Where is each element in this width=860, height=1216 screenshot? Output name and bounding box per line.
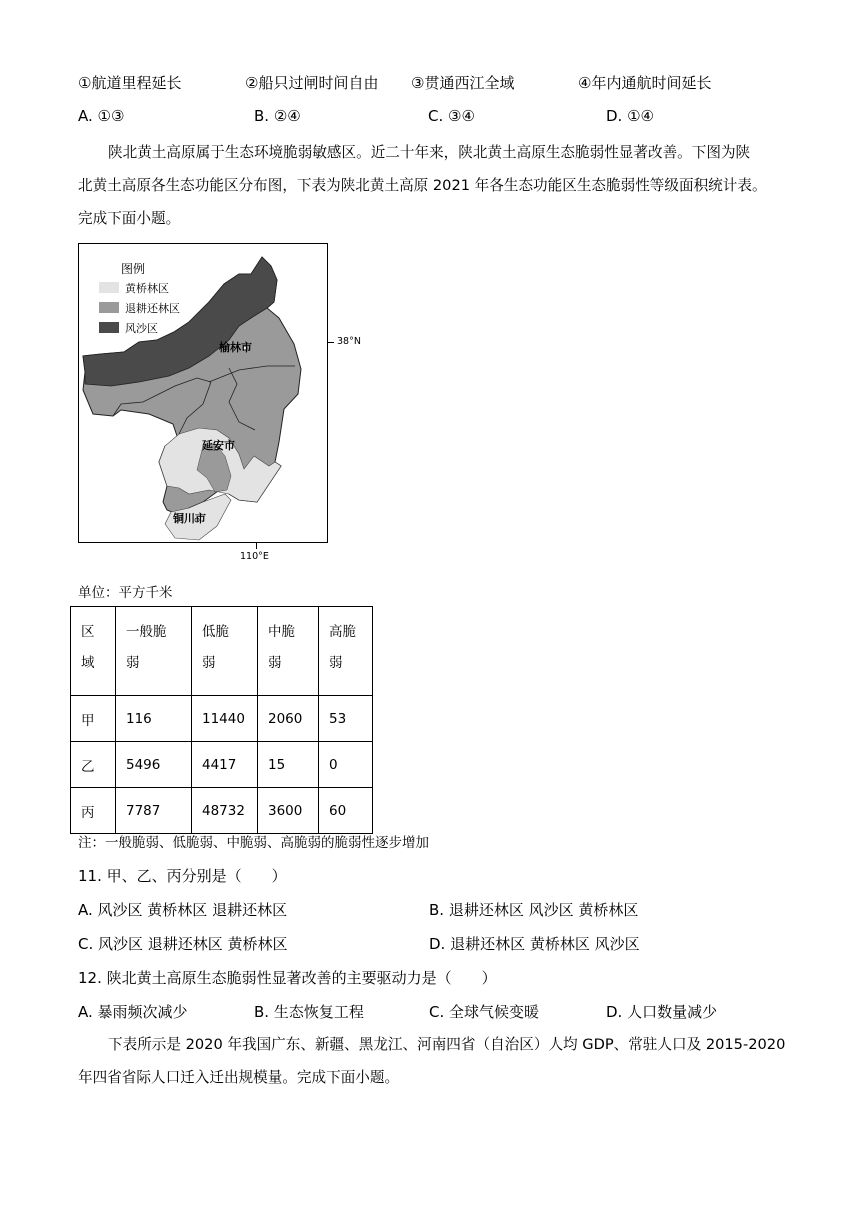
table-header-cell: 低脆 弱	[192, 607, 258, 696]
table-cell: 0	[319, 742, 373, 788]
table-row	[71, 696, 373, 742]
intro-paragraph	[78, 136, 778, 235]
table-cell: 11440	[192, 696, 258, 742]
q11-option-a: A. 风沙区 黄桥林区 退耕还林区	[78, 901, 288, 919]
legend-item-sandstorm: 风沙区	[99, 320, 158, 336]
prev-option-4: ④年内通航时间延长	[578, 74, 712, 92]
intro-line: 陕北黄土高原属于生态环境脆弱敏感区。近二十年来，陕北黄土高原生态脆弱性显著改善。下图为陕	[108, 144, 751, 161]
table-row	[71, 742, 373, 788]
q12-option-a: A. 暴雨频次减少	[78, 1003, 188, 1021]
table-cell: 3600	[258, 788, 319, 834]
table-cell: 15	[258, 742, 319, 788]
table-cell-region: 甲	[71, 696, 116, 742]
table-cell: 5496	[116, 742, 192, 788]
lat-label: 38°N	[337, 336, 361, 347]
table-cell: 4417	[192, 742, 258, 788]
q12-option-d: D. 人口数量减少	[606, 1003, 718, 1021]
table-note: 注：一般脆弱、低脆弱、中脆弱、高脆弱的脆弱性逐步增加	[78, 835, 429, 851]
table-cell: 48732	[192, 788, 258, 834]
q12-option-c: C. 全球气候变暖	[429, 1003, 540, 1021]
lon-tick	[256, 543, 257, 549]
fragility-area-table	[70, 606, 373, 834]
legend-swatch-reforestation	[99, 302, 119, 313]
table-header-row	[71, 607, 373, 696]
prev-question-answers	[78, 107, 798, 131]
legend-item-forest: 黄桥林区	[99, 280, 169, 296]
q11-stem: 11. 甲、乙、丙分别是（ ）	[78, 867, 287, 885]
table-header-cell: 一般脆 弱	[116, 607, 192, 696]
outro-line: 年四省省际人口迁入迁出规模量。完成下面小题。	[78, 1069, 400, 1086]
outro-paragraph	[78, 1028, 786, 1094]
table-cell: 116	[116, 696, 192, 742]
prev-answer-b: B. ②④	[254, 107, 301, 125]
prev-option-3: ③贯通西江全域	[411, 74, 515, 92]
prev-answer-a: A. ①③	[78, 107, 125, 125]
city-label-yulin: 榆林市	[219, 341, 252, 354]
table-header-cell: 区 域	[71, 607, 116, 696]
table-cell: 2060	[258, 696, 319, 742]
legend-swatch-forest	[99, 282, 119, 293]
prev-question-options	[78, 72, 798, 96]
lat-tick	[328, 342, 334, 343]
legend-item-reforestation: 退耕还林区	[99, 300, 180, 316]
prev-option-1: ①航道里程延长	[78, 74, 182, 92]
eco-zone-map	[78, 243, 328, 543]
prev-answer-c: C. ③④	[428, 107, 475, 125]
table-cell: 60	[319, 788, 373, 834]
table-cell: 7787	[116, 788, 192, 834]
table-cell: 53	[319, 696, 373, 742]
table-cell-region: 乙	[71, 742, 116, 788]
q11-option-b: B. 退耕还林区 风沙区 黄桥林区	[429, 901, 639, 919]
q12-option-b: B. 生态恢复工程	[254, 1003, 364, 1021]
outro-line: 下表所示是 2020 年我国广东、新疆、黑龙江、河南四省（自治区）人均 GDP、常驻人口及 2015-2020	[108, 1036, 786, 1053]
table-cell-region: 丙	[71, 788, 116, 834]
prev-answer-d: D. ①④	[606, 107, 654, 125]
table-header-cell: 高脆 弱	[319, 607, 373, 696]
legend-swatch-sandstorm	[99, 322, 119, 333]
city-label-yanan: 延安市	[202, 439, 235, 452]
prev-option-2: ②船只过闸时间自由	[245, 74, 379, 92]
q12-stem: 12. 陕北黄土高原生态脆弱性显著改善的主要驱动力是（ ）	[78, 969, 497, 987]
city-label-tongchuan: 铜川市	[173, 512, 206, 525]
q11-option-d: D. 退耕还林区 黄桥林区 风沙区	[429, 935, 640, 953]
legend-title: 图例	[121, 262, 146, 276]
lon-label: 110°E	[240, 551, 269, 562]
q11-option-c: C. 风沙区 退耕还林区 黄桥林区	[78, 935, 288, 953]
table-row	[71, 788, 373, 834]
table-header-cell: 中脆 弱	[258, 607, 319, 696]
intro-line: 完成下面小题。	[78, 210, 181, 227]
intro-line: 北黄土高原各生态功能区分布图，下表为陕北黄土高原 2021 年各生态功能区生态脆弱性等级面积统计表。	[78, 177, 767, 194]
table-unit: 单位：平方千米	[78, 585, 173, 601]
